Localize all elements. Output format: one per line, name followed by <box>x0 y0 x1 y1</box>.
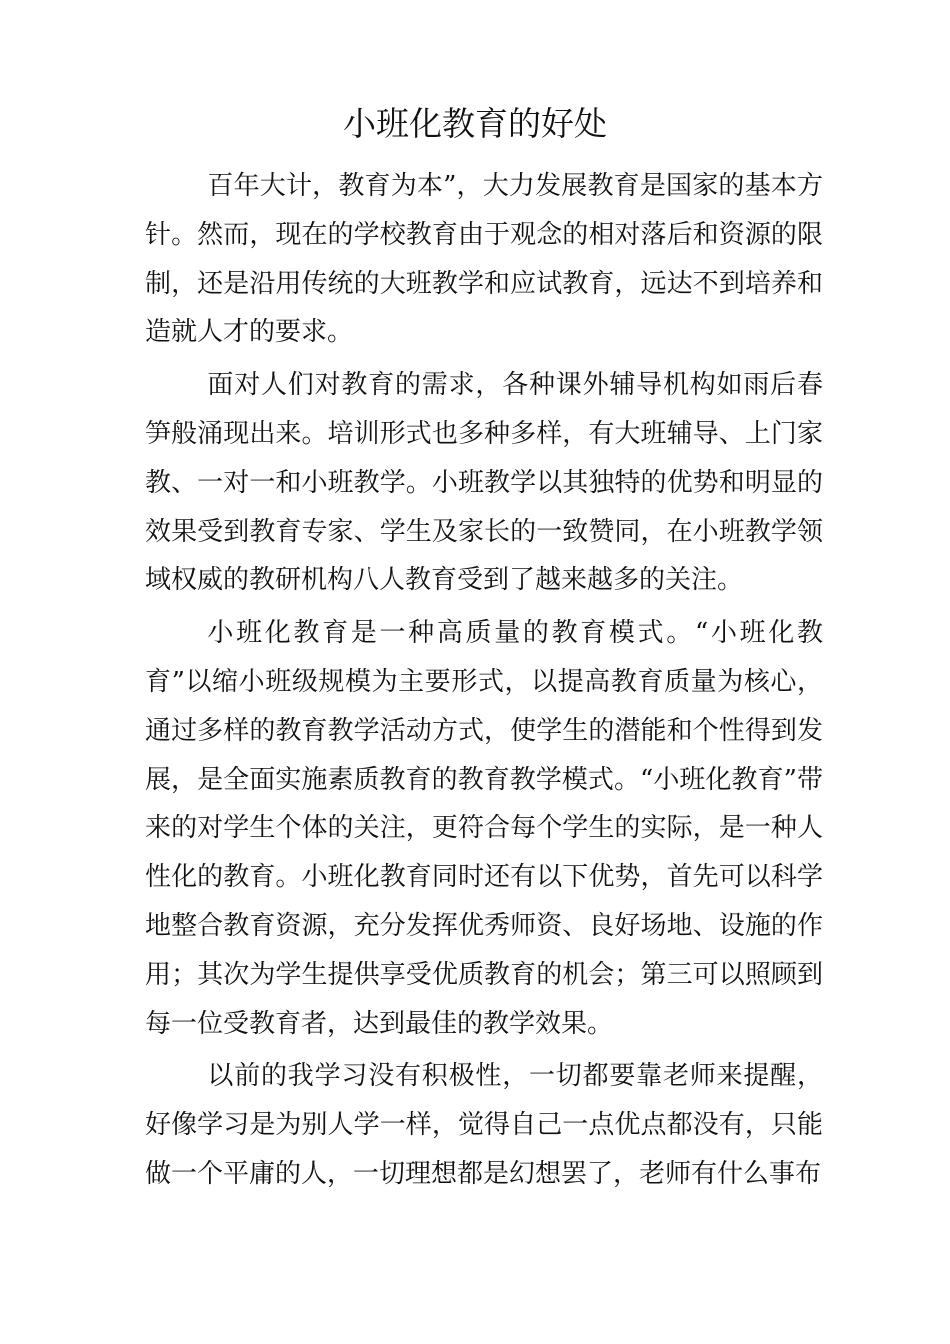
paragraph-1: 百年大计，教育为本”，大力发展教育是国家的基本方针。然而，现在的学校教育由于观念的相对落后和资源的限制，还是沿用传统的大班教学和应试教育，远达不到培养和造就人才的要求。 <box>145 171 823 348</box>
document-title: 小班化教育的好处 <box>343 104 607 143</box>
paragraph-3: 小班化教育是一种高质量的教育模式。“小班化教育”以缩小班级规模为主要形式，以提高教育质量为核心，通过多样的教育教学活动方式，使学生的潜能和个性得到发展，是全面实施素质教育的教育教学模式。“小班化教育”带来的对学生个体的关注，更符合每个学生的实际，是一种人性化的教育。小班化教育同时还有以下优势，首先可以科学地整合教育资源，充分发挥优秀师资、良好场地、设施的作用；其次为学生提供享受优质教育的机会；第三可以照顾到每一位受教育者，达到最佳的教学效果。 <box>145 618 823 1039</box>
paragraph-2: 面对人们对教育的需求，各种课外辅导机构如雨后春笋般涌现出来。培训形式也多种多样，有大班辅导、上门家教、一对一和小班教学。小班教学以其独特的优势和明显的效果受到教育专家、学生及家长的一致赞同，在小班教学领域权威的教研机构八人教育受到了越来越多的关注。 <box>145 370 823 596</box>
document-body <box>145 162 823 1199</box>
paragraph-4: 以前的我学习没有积极性，一切都要靠老师来提醒，好像学习是为别人学一样，觉得自己一点优点都没有，只能做一个平庸的人，一切理想都是幻想罢了，老师有什么事布 <box>145 1061 823 1189</box>
